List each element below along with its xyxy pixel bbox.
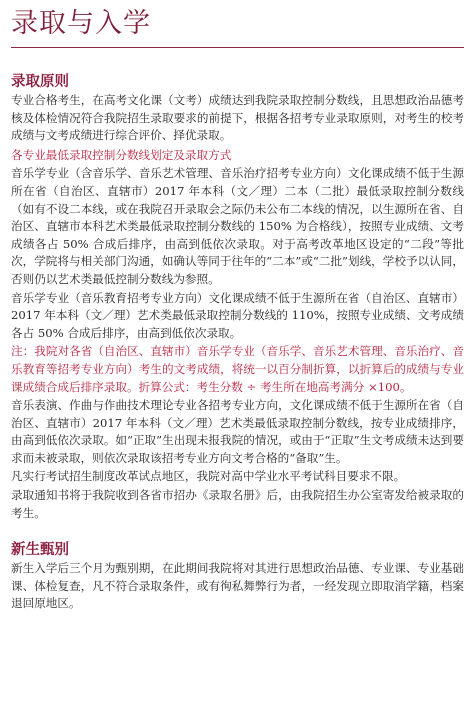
- page-title: 录取与入学: [11, 8, 151, 39]
- musicology-paragraph: 音乐学专业（含音乐学、音乐艺术管理、音乐治疗招考专业方向）文化课成绩不低于生源所在省（自治区、直辖市）2017 年本科（文／理）二本（二批）最低录取控制分数线（如有不设二本线，或在我院召开录取会之际仍未公布二本线的情况，以生源所在省、自治区、直辖市本科艺术类最低录取控制分数线的 150% 为合格线），按照专业成绩、文考成绩各占 50% 合成后排序，由高到低依次录取。对于高考改革地区设定的“二段”等批次，学院将与相关部门沟通，如确认等同于往年的“二本”或“二批”划线，学校予以认同，否则仍以艺术类最低控制分数线为参照。: [11, 166, 464, 286]
- freshman-screening-heading: 新生甄别: [11, 542, 69, 559]
- reform-region-paragraph: 凡实行考试招生制度改革试点地区，我院对高中学业水平考试科目要求不限。: [11, 469, 406, 484]
- admission-intro-paragraph: 专业合格考生，在高考文化课（文考）成绩达到我院录取控制分数线，且思想政治品德考核及体检情况符合我院招生录取要求的前提下，根据各招考专业录取原则，对考生的校考成绩与文考成绩进行综合评价、择优录取。: [11, 93, 464, 143]
- score-line-subheading: 各专业最低录取控制分数线划定及录取方式: [11, 147, 232, 162]
- freshman-screening-paragraph: 新生入学后三个月为甄别期，在此期间我院将对其进行思想政治品德、专业课、专业基础课、体检复查，凡不符合录取条件，或有徇私舞弊行为者，一经发现立即取消学籍，档案退回原地区。: [11, 561, 464, 611]
- admission-principles-section: [11, 72, 464, 522]
- admission-principles-heading: 录取原则: [11, 74, 69, 90]
- performance-composition-paragraph: 音乐表演、作曲与作曲技术理论专业各招考专业方向，文化课成绩不低于生源所在省（自治区、直辖市）2017 年本科（文／理）艺术类最低录取控制分数线，按专业成绩排序，由高到低依次录取。如“正取”生出现未报我院的情况，或由于“正取”生文考成绩未达到要求而未被录取，则依次录取该招考专业方向文考合格的“备取”生。: [11, 398, 464, 465]
- music-education-paragraph: 音乐学专业（音乐教育招考专业方向）文化课成绩不低于生源所在省（自治区、直辖市）2017 年本科（文／理）艺术类最低录取控制分数线的 110%，按照专业成绩、文考成绩各占 50% 合成后排序，由高到低依次录取。: [11, 290, 464, 340]
- admission-letter-paragraph: 录取通知书将于我院收到各省市招办《录取名册》后，由我院招生办公室寄发给被录取的考生。: [11, 488, 464, 520]
- freshman-screening-section: [11, 540, 464, 613]
- conversion-note: 注：我院对各省（自治区、直辖市）音乐学专业（音乐学、音乐艺术管理、音乐治疗、音乐教育等招考专业方向）考生的文考成绩，将统一以百分制折算，以折算后的成绩与专业课成绩合成后排序录取。折算公式：考生分数 ÷ 考生所在地高考满分 ×100。: [11, 344, 464, 394]
- title-divider: [11, 47, 464, 48]
